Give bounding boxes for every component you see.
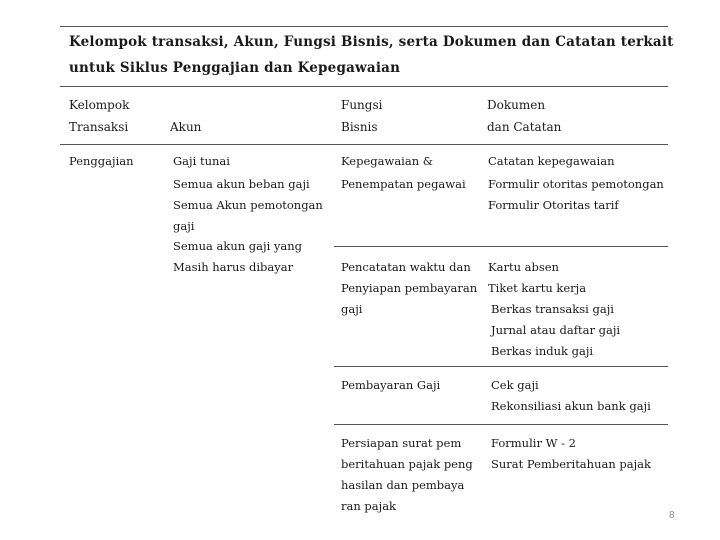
function-line: Pencatatan waktu dan	[341, 260, 471, 274]
function-line: Kepegawaian &	[341, 154, 434, 168]
title-top-rule	[60, 26, 668, 27]
section-divider	[334, 366, 668, 367]
function-line: beritahuan pajak peng	[341, 457, 473, 471]
document-line: Formulir Otoritas tarif	[488, 198, 619, 212]
document-line: Formulir otoritas pemotongan	[488, 177, 664, 191]
table-title-line-1: Kelompok transaksi, Akun, Fungsi Bisnis, serta Dokumen dan Catatan terkait	[69, 34, 674, 50]
account-line: Semua akun beban gaji	[173, 177, 310, 191]
account-line: Gaji tunai	[173, 154, 230, 168]
document-line: Catatan kepegawaian	[488, 154, 615, 168]
header-function-line-1: Fungsi	[341, 98, 383, 112]
document-line: Rekonsiliasi akun bank gaji	[491, 399, 651, 413]
transaction-group: Penggajian	[69, 154, 134, 168]
function-line: Persiapan surat pem	[341, 436, 462, 450]
title-bottom-rule	[60, 86, 668, 87]
document-line: Kartu absen	[488, 260, 559, 274]
table-title-line-2: untuk Siklus Penggajian dan Kepegawaian	[69, 60, 401, 76]
document-line: Formulir W - 2	[491, 436, 576, 450]
document-line: Surat Pemberitahuan pajak	[491, 457, 652, 471]
function-line: Penyiapan pembayaran	[341, 281, 478, 295]
document-line: Berkas induk gaji	[491, 344, 594, 358]
function-line: gaji	[341, 302, 363, 316]
header-document-line-1: Dokumen	[487, 98, 546, 112]
header-bottom-rule	[60, 144, 668, 145]
document-line: Jurnal atau daftar gaji	[491, 323, 621, 337]
header-group-line-2: Transaksi	[69, 120, 129, 134]
section-divider	[334, 424, 668, 425]
document-line: Berkas transaksi gaji	[491, 302, 614, 316]
section-divider	[334, 246, 668, 247]
document-line: Cek gaji	[491, 378, 539, 392]
header-function-line-2: Bisnis	[341, 120, 378, 134]
document-line: Tiket kartu kerja	[488, 281, 587, 295]
page-number: 8	[669, 510, 675, 521]
account-line: Semua Akun pemotongan	[173, 198, 323, 212]
function-line: ran pajak	[341, 499, 397, 513]
account-line: Semua akun gaji yang	[173, 239, 303, 253]
header-document-line-2: dan Catatan	[487, 120, 562, 134]
header-account: Akun	[170, 120, 202, 134]
header-group-line-1: Kelompok	[69, 98, 130, 112]
function-line: hasilan dan pembaya	[341, 478, 465, 492]
account-line: Masih harus dibayar	[173, 260, 294, 274]
function-line: Penempatan pegawai	[341, 177, 466, 191]
account-line: gaji	[173, 219, 195, 233]
function-line: Pembayaran Gaji	[341, 378, 441, 392]
